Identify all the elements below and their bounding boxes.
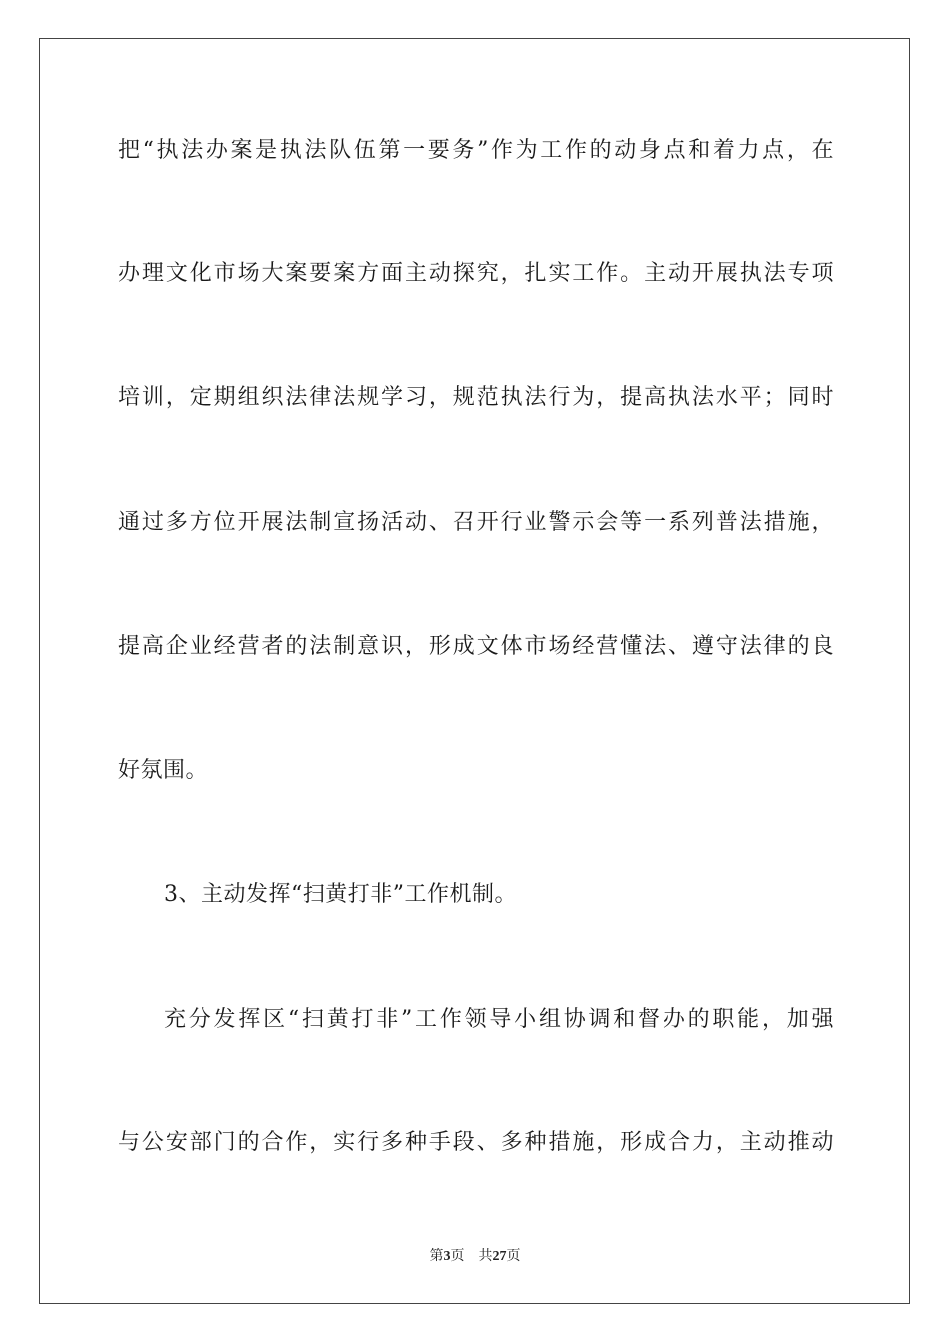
- total-prefix: 共: [478, 1248, 493, 1264]
- page-number: 3: [443, 1249, 451, 1264]
- body-text-line-1: 把“执法办案是执法队伍第一要务”作为工作的动身点和着力点，在: [118, 138, 834, 163]
- page-border: [39, 38, 910, 1304]
- total-suffix: 页: [506, 1248, 521, 1264]
- total-pages: 27: [492, 1249, 507, 1264]
- body-text-line-8: 充分发挥区“扫黄打非”工作领导小组协调和督办的职能，加强: [164, 1007, 834, 1032]
- body-text-line-3: 培训，定期组织法律法规学习，规范执法行为，提高执法水平；同时: [118, 385, 834, 410]
- body-text-line-6: 好氛围。: [118, 758, 209, 783]
- section-heading: 3、主动发挥“扫黄打非”工作机制。: [164, 882, 517, 907]
- body-text-line-2: 办理文化市场大案要案方面主动探究，扎实工作。主动开展执法专项: [118, 261, 834, 286]
- page-prefix: 第: [429, 1248, 444, 1264]
- page-footer: [0, 1247, 950, 1266]
- body-text-line-5: 提高企业经营者的法制意识，形成文体市场经营懂法、遵守法律的良: [118, 634, 834, 659]
- body-text-line-4: 通过多方位开展法制宣扬活动、召开行业警示会等一系列普法措施，: [118, 510, 834, 535]
- body-text-line-9: 与公安部门的合作，实行多种手段、多种措施，形成合力，主动推动: [118, 1130, 834, 1155]
- page-suffix: 页: [450, 1248, 465, 1264]
